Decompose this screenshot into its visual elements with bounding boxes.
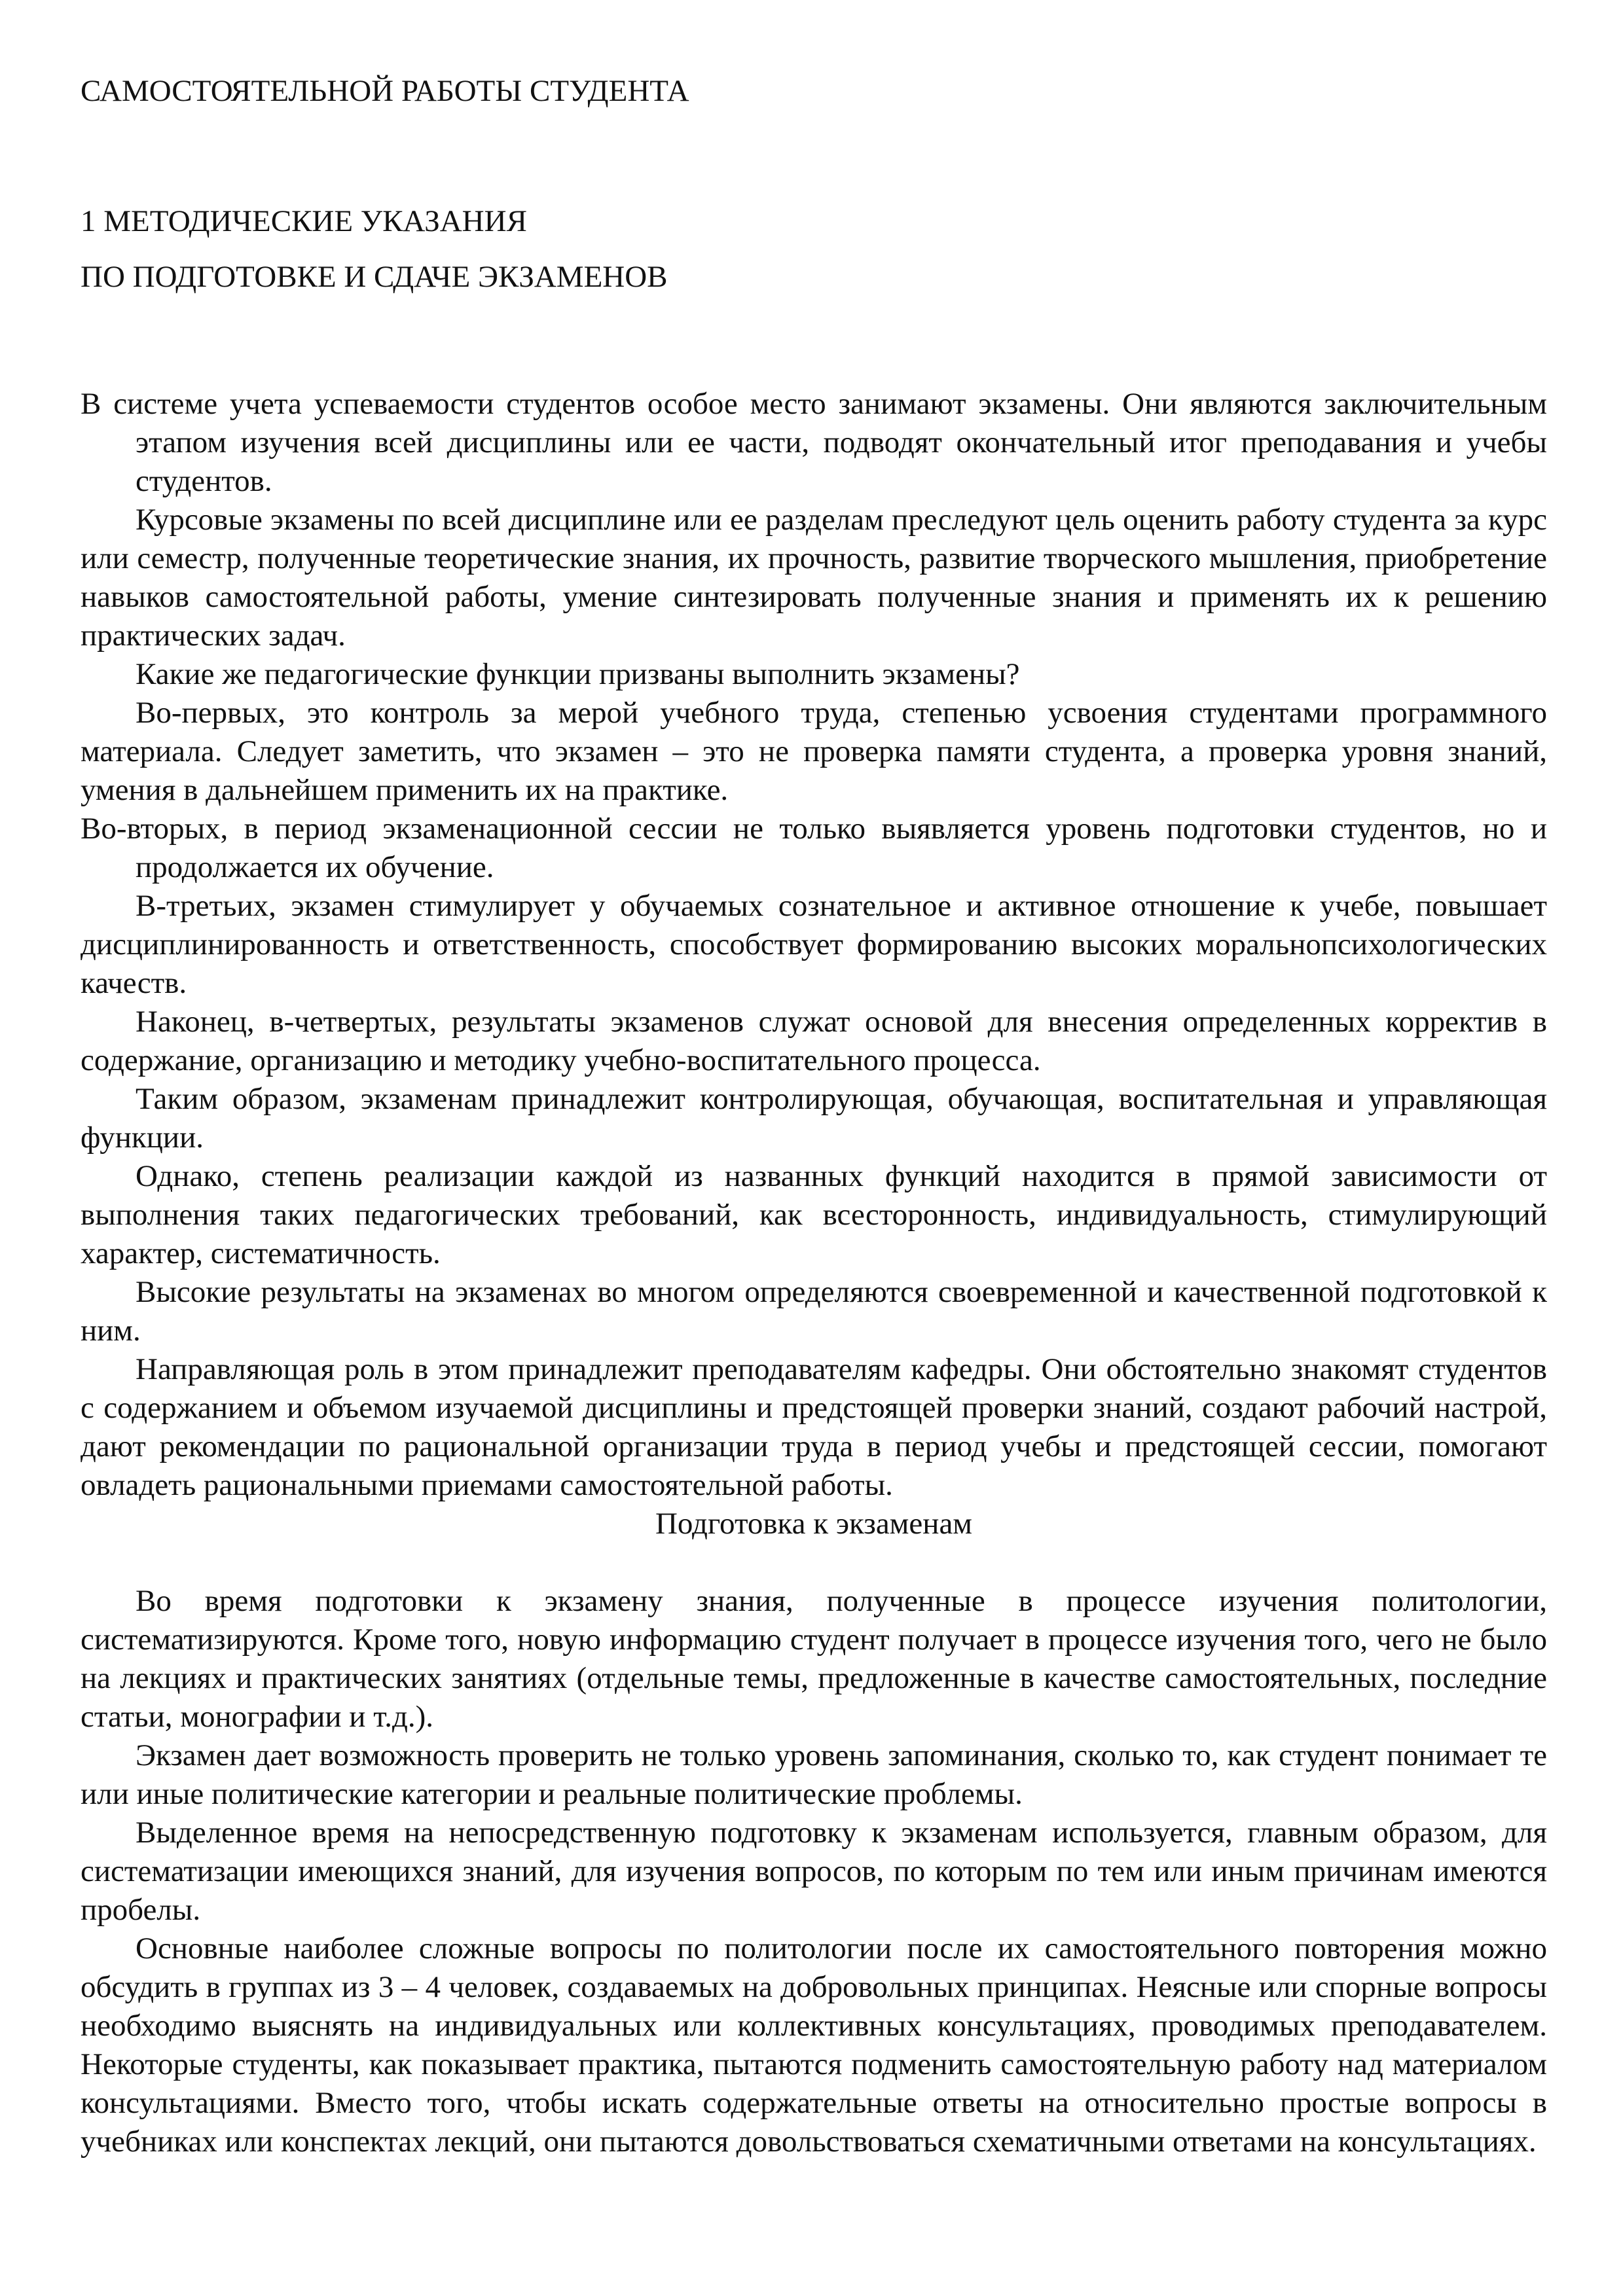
paragraph-13: Экзамен дает возможность проверить не только уровень запоминания, сколько то, как студент понимает те или иные политические категории и реальные политические проблемы. bbox=[81, 1738, 1547, 1811]
paragraph-1: В системе учета успеваемости студентов особое место занимают экзамены. Они являются заключительным этапом изучения всей дисциплины или ее части, подводят окончательный итог преподавания и учебы студентов. bbox=[81, 387, 1547, 498]
paragraph-14: Выделенное время на непосредственную подготовку к экзаменам используется, главным образом, для систематизации имеющихся знаний, для изучения вопросов, по которым по тем или иным причинам имеются пробелы. bbox=[81, 1816, 1547, 1927]
paragraph-3: Какие же педагогические функции призваны выполнить экзамены? bbox=[136, 657, 1020, 691]
paragraph-8: Таким образом, экзаменам принадлежит контролирующая, обучающая, воспитательная и управляющая функции. bbox=[81, 1082, 1547, 1155]
paragraph-5: Во-вторых, в период экзаменационной сессии не только выявляется уровень подготовки студентов, но и продолжается их обучение. bbox=[81, 812, 1547, 884]
paragraph-11: Направляющая роль в этом принадлежит преподавателям кафедры. Они обстоятельно знакомят студентов с содержанием и объемом изучаемой дисциплины и предстоящей проверки знаний, создают рабочий настрой, дают рекомендации по рациональной организации труда в период учебы и предстоящей сессии, помогают овладеть рациональными приемами самостоятельной работы. bbox=[81, 1352, 1547, 1502]
paragraph-15: Основные наиболее сложные вопросы по политологии после их самостоятельного повторения можно обсудить в группах из 3 – 4 человек, создаваемых на добровольных принципах. Неясные или спорные вопросы необходимо выяснять на индивидуальных или коллективных консультациях, проводимых преподавателем. Некоторые студенты, как показывает практика, пытаются подменить самостоятельную работу над материалом консультациями. Вместо того, чтобы искать содержательные ответы на относительно простые вопросы в учебниках или конспектах лекций, они пытаются довольствоваться схематичными ответами на консультациях. bbox=[81, 1931, 1547, 2159]
paragraph-7: Наконец, в-четвертых, результаты экзаменов служат основой для внесения определенных корректив в содержание, организацию и методику учебно-воспитательного процесса. bbox=[81, 1005, 1547, 1077]
paragraph-9: Однако, степень реализации каждой из названных функций находится в прямой зависимости от выполнения таких педагогических требований, как всесторонность, индивидуальность, стимулирующий характер, систематичность. bbox=[81, 1159, 1547, 1270]
paragraph-12: Во время подготовки к экзамену знания, полученные в процессе изучения политологии, систематизируются. Кроме того, новую информацию студент получает в процессе изучения того, чего не было на лекциях и практических занятиях (отдельные темы, предложенные в качестве самостоятельных, последние статьи, монографии и т.д.). bbox=[81, 1584, 1547, 1734]
document-page bbox=[81, 72, 1547, 2161]
document-body bbox=[81, 385, 1547, 2161]
paragraph-2: Курсовые экзамены по всей дисциплине или ее разделам преследуют цель оценить работу студента за курс или семестр, полученные теоретические знания, их прочность, развитие творческого мышления, приобретение навыков самостоятельной работы, умение синтезировать полученные знания и применять их к решению практических задач. bbox=[81, 503, 1547, 653]
subsection-heading: Подготовка к экзаменам bbox=[655, 1507, 973, 1541]
section-title-line-1: 1 МЕТОДИЧЕСКИЕ УКАЗАНИЯ bbox=[81, 204, 527, 238]
paragraph-6: В-третьих, экзамен стимулирует у обучаемых сознательное и активное отношение к учебе, повышает дисциплинированность и ответственность, способствует формированию высоких моральнопсихологических качеств. bbox=[81, 889, 1547, 1000]
document-title: САМОСТОЯТЕЛЬНОЙ РАБОТЫ СТУДЕНТА bbox=[81, 74, 689, 108]
section-title-line-2: ПО ПОДГОТОВКЕ И СДАЧЕ ЭКЗАМЕНОВ bbox=[81, 260, 668, 294]
paragraph-4: Во-первых, это контроль за мерой учебного труда, степенью усвоения студентами программного материала. Следует заметить, что экзамен – это не проверка памяти студента, а проверка уровня знаний, умения в дальнейшем применить их на практике. bbox=[81, 696, 1547, 807]
paragraph-10: Высокие результаты на экзаменах во многом определяются своевременной и качественной подготовкой к ним. bbox=[81, 1275, 1547, 1348]
spacer bbox=[81, 1543, 1547, 1582]
